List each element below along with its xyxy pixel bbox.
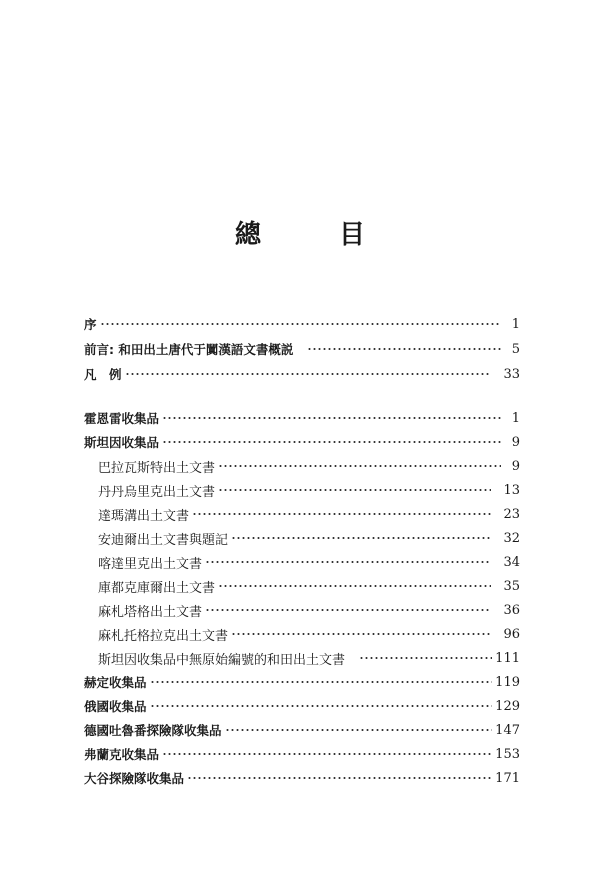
dot-leader	[359, 657, 492, 659]
toc-entry-label: 斯坦因收集品中無原始編號的和田出土文書	[98, 652, 346, 668]
toc-entry-page: 1	[511, 316, 520, 332]
toc-entry-label: 麻札托格拉克出土文書	[98, 628, 229, 644]
dot-leader	[162, 417, 501, 419]
toc-entry-label: 赫定收集品	[84, 675, 147, 690]
toc-entry-francke-collection[interactable]	[84, 744, 520, 764]
dot-leader	[150, 681, 493, 683]
dot-leader	[125, 373, 490, 375]
toc-entry-german-turfan-collection[interactable]	[84, 720, 520, 740]
toc-entry-label: 德國吐魯番探險隊收集品	[84, 723, 222, 738]
toc-entry-page: 13	[503, 482, 520, 498]
toc-entry-label: 麻札塔格出土文書	[98, 604, 203, 620]
toc-entry-page: 1	[511, 410, 520, 426]
dot-leader	[307, 348, 501, 350]
toc-entry-hoernle-collection[interactable]	[84, 408, 520, 428]
toc-entry-conventions[interactable]	[84, 364, 520, 384]
toc-entry-page: 34	[503, 554, 520, 570]
toc-entry-kuduk-kol[interactable]	[98, 576, 520, 596]
toc-entry-label: 喀達里克出土文書	[98, 556, 203, 572]
page-title: 總 目	[234, 220, 391, 250]
toc-entry-page: 171	[495, 770, 520, 786]
toc-entry-label: 庫都克庫爾出土文書	[98, 580, 216, 596]
toc-entry-label: 凡 例	[84, 367, 122, 382]
toc-entry-page: 23	[503, 506, 520, 522]
toc-entry-label: 巴拉瓦斯特出土文書	[98, 460, 216, 476]
toc-entry-label: 安迪爾出土文書與題記	[98, 532, 229, 548]
dot-leader	[162, 441, 501, 443]
toc-entry-page: 153	[495, 746, 520, 762]
dot-leader	[192, 513, 491, 515]
toc-entry-label: 霍恩雷收集品	[84, 411, 160, 426]
toc-entry-label: 序	[84, 317, 97, 332]
toc-entry-page: 96	[503, 626, 520, 642]
dot-leader	[205, 561, 491, 563]
toc-entry-page: 129	[495, 698, 520, 714]
dot-leader	[187, 777, 492, 779]
toc-entry-label: 達瑪溝出土文書	[98, 508, 190, 524]
toc-entry-page: 36	[503, 602, 520, 618]
toc-entry-page: 9	[511, 458, 520, 474]
toc-entry-page: 32	[503, 530, 520, 546]
toc-entry-label: 斯坦因收集品	[84, 435, 160, 450]
dot-leader	[150, 705, 493, 707]
toc-entry-stein-collection[interactable]	[84, 432, 520, 452]
toc-entry-page: 33	[503, 366, 520, 382]
toc-entry-label: 丹丹烏里克出土文書	[98, 484, 216, 500]
dot-leader	[218, 465, 501, 467]
toc-entry-label: 前言: 和田出土唐代于闐漢語文書概説	[84, 342, 294, 357]
toc-entry-russian-collection[interactable]	[84, 696, 520, 716]
toc-entry-mazar-tagh[interactable]	[98, 600, 520, 620]
dot-leader	[225, 729, 493, 731]
toc-entry-mazar-toghrak[interactable]	[98, 624, 520, 644]
dot-leader	[231, 537, 491, 539]
toc-entry-hedin-collection[interactable]	[84, 672, 520, 692]
toc-entry-page: 119	[495, 674, 520, 690]
dot-leader	[231, 633, 491, 635]
toc-entry-balawaste[interactable]	[98, 456, 520, 476]
toc-entry-page: 35	[503, 578, 520, 594]
toc-entry-stein-unnumbered[interactable]	[98, 648, 520, 668]
toc-entry-label: 弗蘭克收集品	[84, 747, 160, 762]
toc-entry-foreword[interactable]	[84, 339, 520, 359]
dot-leader	[100, 323, 501, 325]
toc-entry-label: 大谷探險隊收集品	[84, 771, 185, 786]
toc-entry-page: 5	[511, 341, 520, 357]
toc-entry-domoko[interactable]	[98, 504, 520, 524]
dot-leader	[205, 609, 491, 611]
toc-entry-label: 俄國收集品	[84, 699, 147, 714]
toc-entry-page: 9	[511, 434, 520, 450]
dot-leader	[162, 753, 492, 755]
toc-entry-dandan-oilik[interactable]	[98, 480, 520, 500]
dot-leader	[218, 489, 491, 491]
dot-leader	[218, 585, 491, 587]
toc-entry-khadalik[interactable]	[98, 552, 520, 572]
toc-entry-preface[interactable]	[84, 314, 520, 334]
toc-entry-page: 111	[495, 650, 520, 666]
toc-entry-endere[interactable]	[98, 528, 520, 548]
toc-entry-otani-collection[interactable]	[84, 768, 520, 788]
toc-entry-page: 147	[495, 722, 520, 738]
